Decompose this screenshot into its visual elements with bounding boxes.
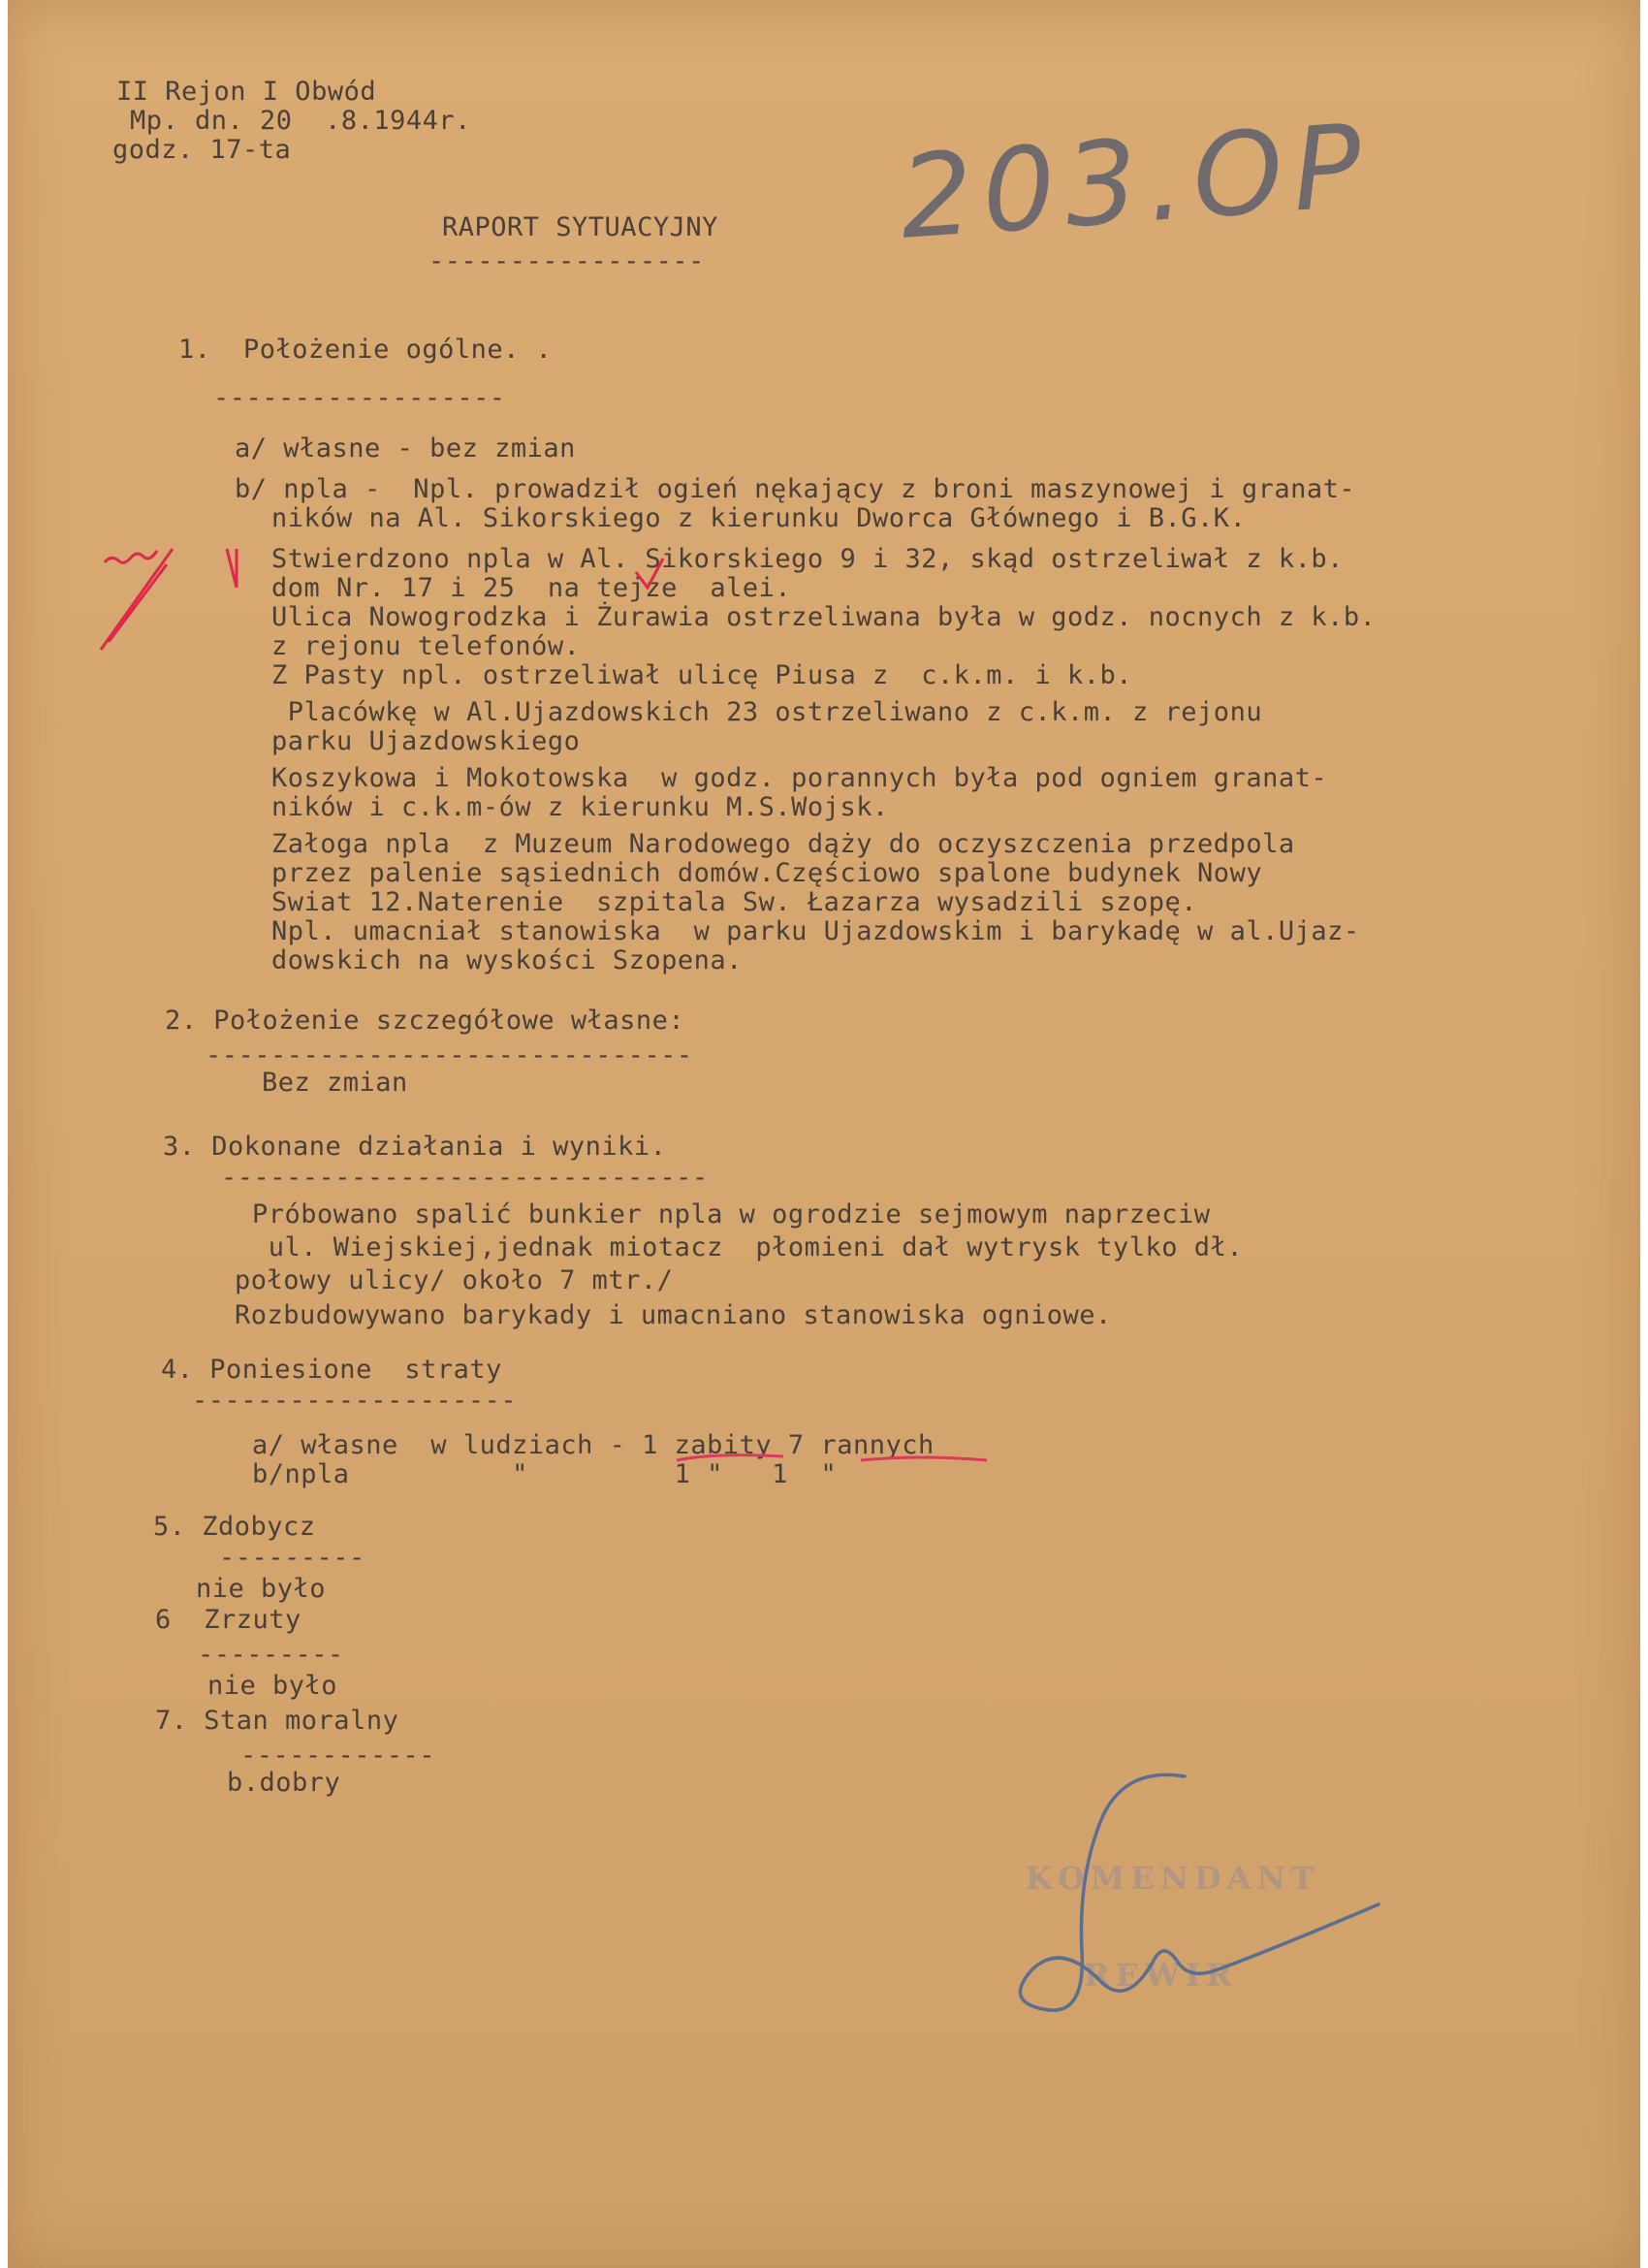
section-4-heading: 4. Poniesione straty	[161, 1355, 502, 1385]
section-1-line: Z Pasty npl. ostrzeliwał ulicę Piusa z c.k.m. i k.b.	[271, 660, 1133, 690]
section-3-heading: 3. Dokonane działania i wyniki.	[163, 1132, 667, 1162]
section-1-line: z rejonu telefonów.	[271, 631, 581, 661]
section-1-line: Stwierdzono npla w Al. Sikorskiego 9 i 32, skąd ostrzeliwał z k.b.	[271, 544, 1344, 574]
section-7-heading: 7. Stan moralny	[155, 1706, 399, 1736]
section-1-line: Załoga npla z Muzeum Narodowego dąży do oczyszczenia przedpola	[271, 829, 1295, 859]
losses-enemy: b/npla " 1 " 1 "	[252, 1459, 838, 1489]
section-1-line: parku Ujazdowskiego	[271, 726, 581, 756]
section-1-line: Koszykowa i Mokotowska w godz. porannych była pod ogniem granat-	[271, 763, 1328, 793]
section-1-line: Placówkę w Al.Ujazdowskich 23 ostrzeliwano z c.k.m. z rejonu	[271, 697, 1263, 727]
header-unit: II Rejon I Obwód	[116, 77, 377, 107]
section-3-line: Rozbudowywano barykady i umacniano stanowiska ogniowe.	[235, 1300, 1112, 1330]
archive-number-handwritten: 203.OP	[895, 98, 1377, 265]
section-4-rule: --------------------	[192, 1386, 518, 1416]
title-underline: -----------------	[428, 246, 705, 276]
section-3-rule: ------------------------------	[221, 1163, 709, 1193]
section-5-heading: 5. Zdobycz	[153, 1512, 316, 1542]
section-6-rule: ---------	[198, 1640, 344, 1670]
section-1-line: Swiat 12.Naterenie szpitala Sw. Łazarza wysadzili szopę.	[271, 887, 1198, 917]
section-2-heading: 2. Położenie szczegółowe własne:	[165, 1006, 685, 1036]
section-2-text: Bez zmian	[262, 1068, 408, 1098]
section-6-text: nie było	[207, 1671, 338, 1701]
section-1-line: Ulica Nowogrodzka i Żurawia ostrzeliwana była w godz. nocnych z k.b.	[271, 602, 1377, 632]
section-1-heading: 1. Położenie ogólne. .	[178, 335, 553, 365]
section-6-heading: 6 Zrzuty	[155, 1605, 301, 1635]
section-1-line: ników na Al. Sikorskiego z kierunku Dworca Głównego i B.G.K.	[271, 503, 1247, 533]
commander-stamp: KOMENDANT	[1026, 1860, 1320, 1897]
section-3-line: połowy ulicy/ około 7 mtr./	[235, 1265, 674, 1295]
section-1-line: przez palenie sąsiednich domów.Częściowo spalone budynek Nowy	[271, 858, 1263, 888]
section-3-line: ul. Wiejskiej,jednak miotacz płomieni dał wytrysk tylko dł.	[252, 1232, 1244, 1262]
section-2-rule: ------------------------------	[206, 1040, 693, 1070]
section-1-own: a/ własne - bez zmian	[235, 433, 576, 463]
header-time: godz. 17-ta	[112, 135, 292, 165]
section-7-rule: ------------	[240, 1741, 436, 1771]
section-5-rule: ---------	[219, 1543, 365, 1573]
section-1-rule: ------------------	[213, 383, 506, 413]
header-date: Mp. dn. 20 .8.1944r.	[130, 106, 471, 136]
section-1-line: b/ npla - Npl. prowadził ogień nękający z broni maszynowej i granat-	[235, 474, 1356, 504]
losses-own: a/ własne w ludziach - 1 zabity 7 rannych	[252, 1430, 935, 1460]
section-1-line: dom Nr. 17 i 25 na tejże alei.	[271, 573, 792, 603]
document-page	[8, 0, 1640, 2268]
section-7-text: b.dobry	[227, 1768, 341, 1798]
section-1-line: dowskich na wyskości Szopena.	[271, 945, 743, 975]
section-3-line: Próbowano spalić bunkier npla w ogrodzie sejmowym naprzeciw	[252, 1199, 1211, 1230]
section-1-line: ników i c.k.m-ów z kierunku M.S.Wojsk.	[271, 792, 889, 822]
section-5-text: nie było	[196, 1574, 327, 1604]
section-1-line: Npl. umacniał stanowiska w parku Ujazdowskim i barykadę w al.Ujaz-	[271, 916, 1360, 946]
commander-stamp-lower: REWIR	[1084, 1957, 1238, 1994]
document-title: RAPORT SYTUACYJNY	[442, 212, 718, 242]
